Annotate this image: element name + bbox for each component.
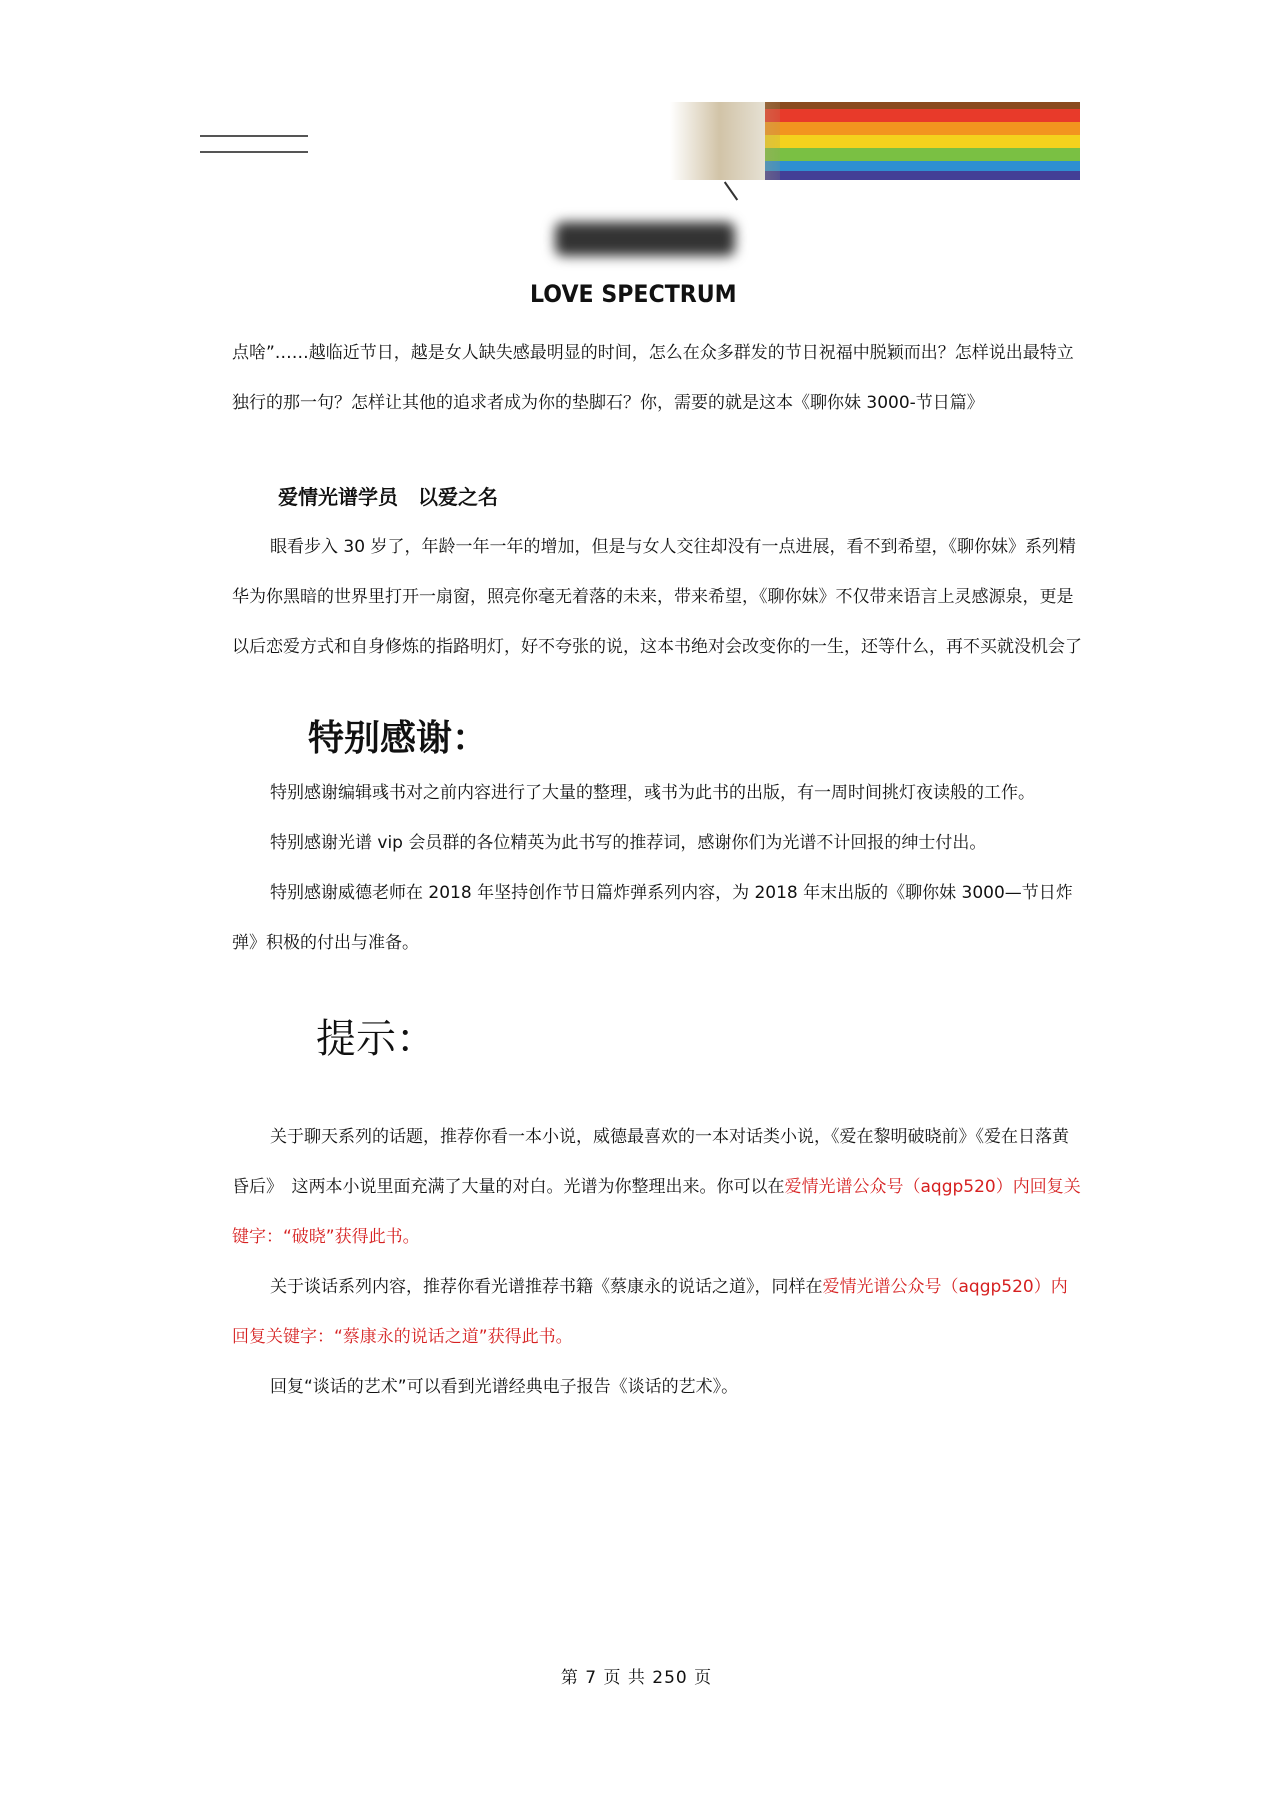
- header-banner: [200, 52, 1080, 308]
- page-number: 第 7 页 共 250 页: [560, 1668, 713, 1688]
- testimonial-paragraph: 眼看步入 30 岁了，年龄一年一年的增加，但是与女人交往却没有一点进展，看不到希望，《聊你妹》系列精华为你黑暗的世界里打开一扇窗，照亮你毫无着落的未来，带来希望，《聊你妹》不仅带来语言上灵感源泉，更是以后恋爱方式和自身修炼的指路明灯，好不夸张的说，这本书绝对会改变你的一生，还等什么，再不买就没机会了: [232, 537, 1082, 657]
- tips-paragraph-3: 回复“谈话的艺术”可以看到光谱经典电子报告《谈话的艺术》。: [270, 1377, 739, 1397]
- tips-p2-keyword: 爱情光谱公众号（aqgp520）内回复关键字：“蔡康永的说话之道”获得此书。: [232, 1277, 1068, 1347]
- intro-paragraph: 点啥”……越临近节日，越是女人缺失感最明显的时间，怎么在众多群发的节日祝福中脱颖而出？怎样说出最特立独行的那一句？怎样让其他的追求者成为你的垫脚石？你，需要的就是这本《聊你妹 3000-节日篇》: [232, 343, 1074, 413]
- thanks-paragraph-1: 特别感谢编辑彧书对之前内容进行了大量的整理，彧书为此书的出版，有一周时间挑灯夜读般的工作。: [270, 783, 1035, 803]
- page-content: [232, 328, 1084, 1412]
- decorative-lines: [200, 135, 308, 167]
- logo-blurred-emblem: [555, 222, 735, 256]
- testimonial-heading: 爱情光谱学员 以爱之名: [278, 485, 498, 509]
- tips-heading: 提示：: [316, 1016, 436, 1062]
- tips-p1-text: 关于聊天系列的话题，推荐你看一本小说，威德最喜欢的一本对话类小说，《爱在黎明破晓前》《爱在日落黄昏后》 这两本小说里面充满了大量的对白。光谱为你整理出来。你可以在: [232, 1127, 1069, 1197]
- logo-text: LOVE SPECTRUM: [530, 280, 737, 308]
- thanks-paragraph-3: 特别感谢威德老师在 2018 年坚持创作节日篇炸弹系列内容，为 2018 年末出版的《聊你妹 3000—节日炸弹》积极的付出与准备。: [232, 883, 1073, 953]
- logo-mark: [724, 181, 738, 200]
- thanks-heading: 特别感谢：: [308, 718, 489, 759]
- tips-p2-text: 关于谈话系列内容，推荐你看光谱推荐书籍《蔡康永的说话之道》，同样在: [270, 1277, 823, 1297]
- tips-p1-keyword: 爱情光谱公众号（aqgp520）内回复关键字：“破晓”获得此书。: [232, 1177, 1081, 1247]
- rainbow-graphic: [670, 102, 1080, 180]
- tips-paragraph-2: [232, 1262, 1084, 1362]
- thanks-paragraph-2: 特别感谢光谱 vip 会员群的各位精英为此书写的推荐词，感谢你们为光谱不计回报的绅士付出。: [270, 833, 987, 853]
- tips-paragraph-1: [232, 1112, 1084, 1262]
